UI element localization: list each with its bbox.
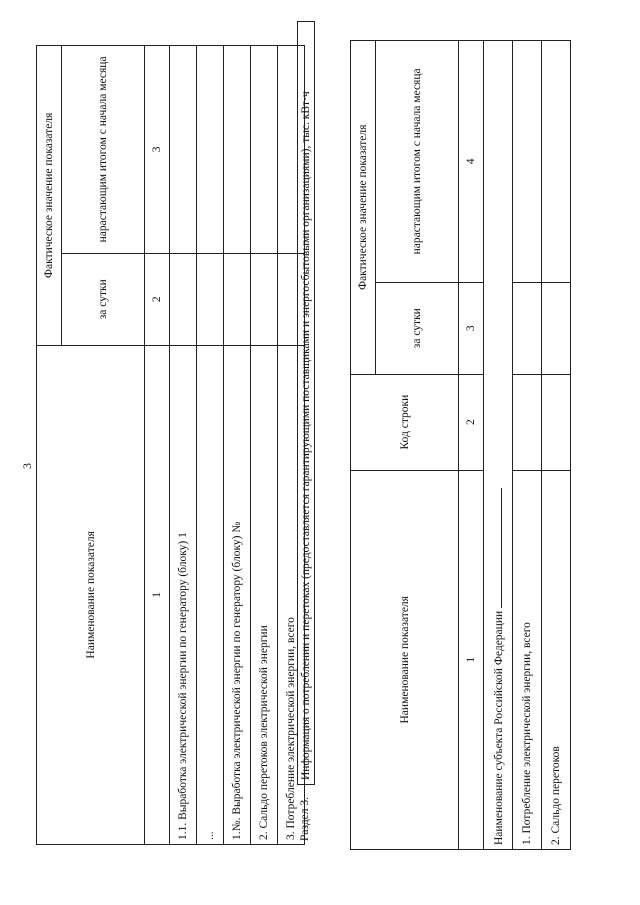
column-number: 3 bbox=[459, 282, 484, 374]
row-label: 2. Сальдо перетоков bbox=[542, 470, 571, 849]
section-description: Информация о потреблении и перетоках (предоставляется гарантирующими поставщиками и энергосбытовыми организациями), тыс. кВт·ч bbox=[298, 22, 315, 785]
header-actual-value: Фактическое значение показателя bbox=[37, 46, 62, 346]
value-cell bbox=[251, 46, 278, 254]
row-label: 1.№. Выработка электрической энергии по генератору (блоку) № bbox=[224, 345, 251, 844]
value-cell bbox=[513, 282, 542, 374]
row-label: 3. Потребление электрической энергии, всего bbox=[278, 345, 305, 844]
value-cell bbox=[224, 253, 251, 345]
value-cell bbox=[170, 46, 197, 254]
header-indicator-name: Наименование показателя bbox=[351, 470, 459, 849]
value-cell bbox=[224, 46, 251, 254]
table-row bbox=[197, 46, 224, 845]
column-number: 2 bbox=[459, 374, 484, 470]
column-number: 4 bbox=[459, 41, 484, 283]
column-number: 1 bbox=[459, 470, 484, 849]
value-cell bbox=[197, 46, 224, 254]
table-row bbox=[251, 46, 278, 845]
table-header-row bbox=[37, 46, 62, 845]
subject-blank-line bbox=[491, 488, 502, 608]
value-cell bbox=[542, 41, 571, 283]
section-3-heading bbox=[297, 21, 315, 845]
generation-table bbox=[36, 45, 305, 845]
header-per-day: за сутки bbox=[62, 253, 145, 345]
column-number: 2 bbox=[145, 253, 170, 345]
consumption-table bbox=[350, 40, 571, 850]
value-cell bbox=[542, 374, 571, 470]
row-label: 2. Сальдо перетоков электрической энергии bbox=[251, 345, 278, 844]
row-label: ... bbox=[197, 345, 224, 844]
section-label: Раздел 3. bbox=[298, 796, 311, 841]
header-indicator-name: Наименование показателя bbox=[37, 345, 145, 844]
header-month-to-date: нарастающим итогом с начала месяца bbox=[376, 41, 459, 283]
subject-label: Наименование субъекта Российской Федерации bbox=[493, 610, 505, 845]
column-number: 3 bbox=[145, 46, 170, 254]
value-cell bbox=[513, 41, 542, 283]
table-row bbox=[542, 41, 571, 850]
table-row bbox=[513, 41, 542, 850]
header-actual-value: Фактическое значение показателя bbox=[351, 41, 376, 375]
column-number: 1 bbox=[145, 345, 170, 844]
table-row bbox=[224, 46, 251, 845]
value-cell bbox=[197, 253, 224, 345]
value-cell bbox=[170, 253, 197, 345]
column-number-row bbox=[145, 46, 170, 845]
header-month-to-date: нарастающим итогом с начала месяца bbox=[62, 46, 145, 254]
column-number-row bbox=[459, 41, 484, 850]
subject-name-cell bbox=[484, 41, 513, 850]
header-per-day: за сутки bbox=[376, 282, 459, 374]
row-label: 1.1. Выработка электрической энергии по генератору (блоку) 1 bbox=[170, 345, 197, 844]
table-row bbox=[170, 46, 197, 845]
value-cell bbox=[251, 253, 278, 345]
header-row-code: Код строки bbox=[351, 374, 459, 470]
value-cell bbox=[542, 282, 571, 374]
subject-row bbox=[484, 41, 513, 850]
page-number: 3 bbox=[20, 463, 34, 469]
row-label: 1. Потребление электрической энергии, всего bbox=[513, 470, 542, 849]
table-header-row bbox=[351, 41, 376, 850]
value-cell bbox=[513, 374, 542, 470]
